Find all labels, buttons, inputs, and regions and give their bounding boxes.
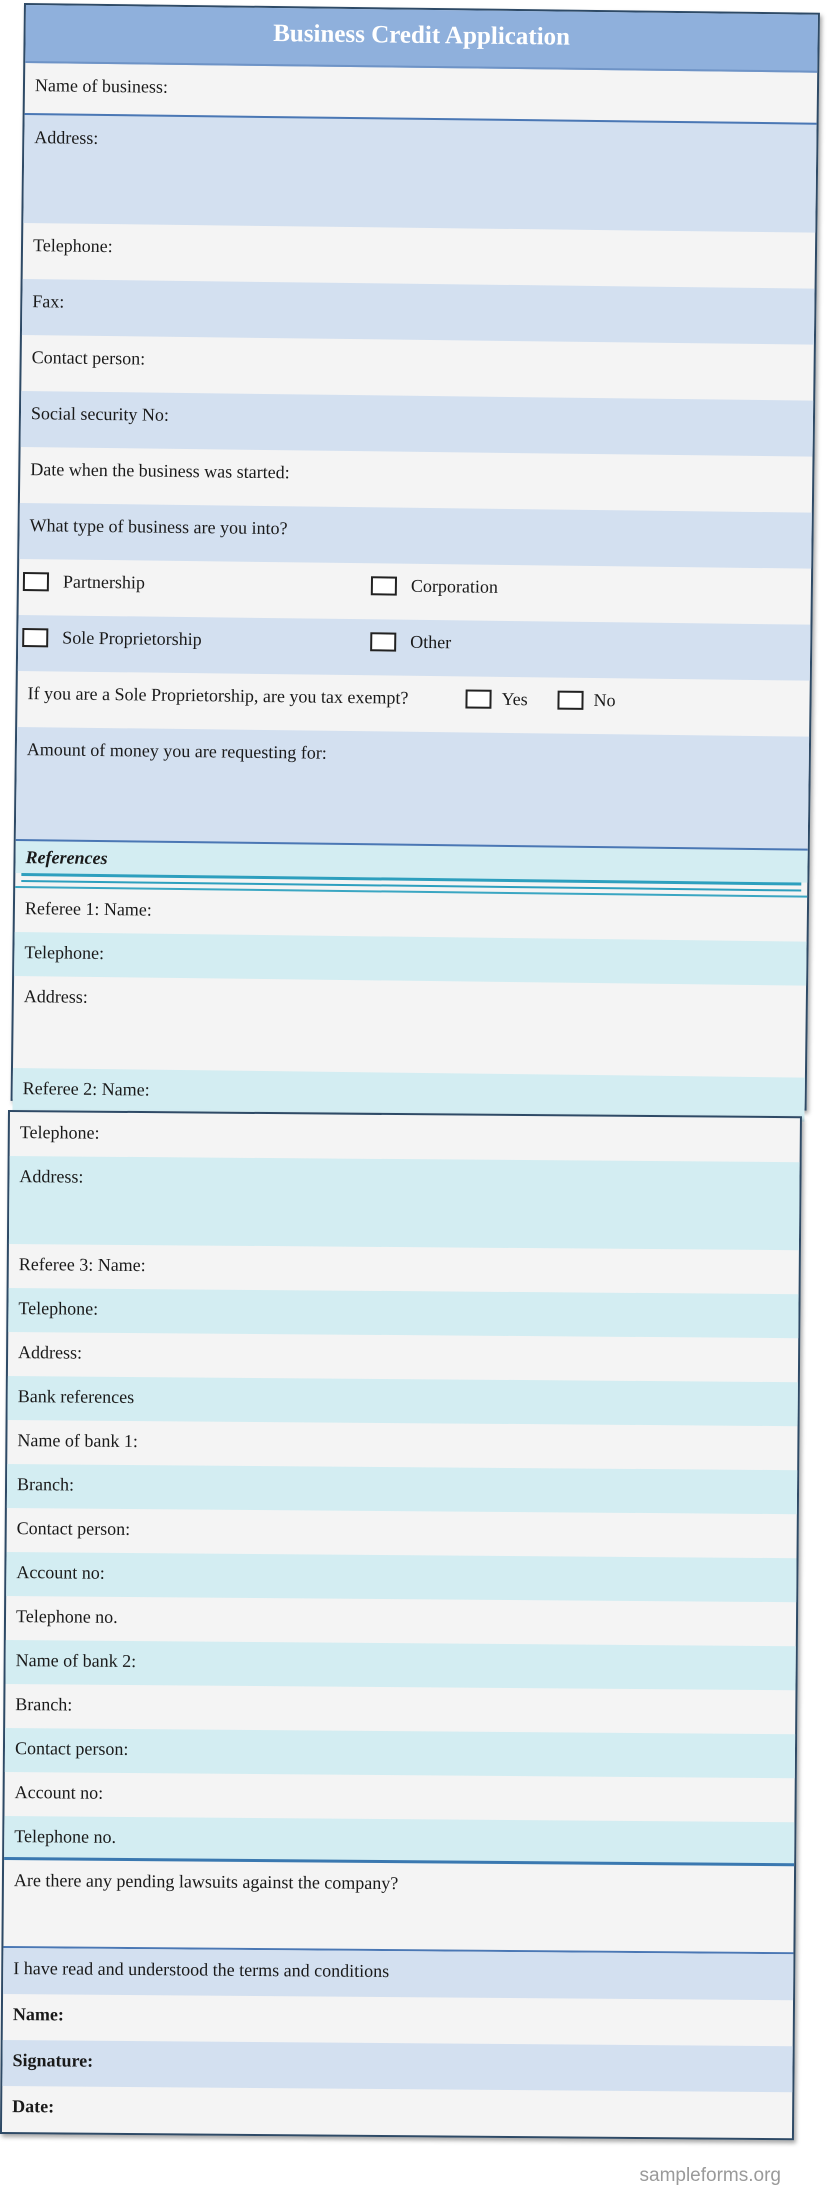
other-checkbox[interactable] (370, 632, 396, 651)
partnership-checkbox[interactable] (23, 572, 49, 591)
referee1-address-field[interactable] (13, 976, 806, 1078)
referee1-telephone-label: Telephone: (24, 942, 105, 964)
lawsuits-label: Are there any pending lawsuits against the company? (13, 1870, 399, 1894)
bank2-branch-label: Branch: (15, 1694, 73, 1715)
referee3-telephone-label: Telephone: (18, 1298, 99, 1319)
bank2-name-label: Name of bank 2: (15, 1650, 137, 1672)
tax-exempt-no-label: No (593, 690, 616, 711)
site-watermark: sampleforms.org (639, 2165, 781, 2186)
lawsuits-field[interactable] (3, 1860, 794, 1954)
bank-references-label: Bank references (17, 1386, 135, 1407)
contact-person-field[interactable] (21, 335, 814, 401)
referee1-address-label: Address: (23, 986, 88, 1007)
fax-label: Fax: (32, 291, 65, 312)
sole-proprietorship-checkbox[interactable] (22, 628, 48, 647)
date-label: Date: (12, 2096, 55, 2117)
bank1-telephone-label: Telephone no. (15, 1606, 118, 1627)
fax-field[interactable] (22, 279, 815, 345)
bank1-branch-label: Branch: (16, 1474, 75, 1495)
partnership-option[interactable] (23, 571, 145, 593)
terms-acknowledgement (3, 1948, 793, 2000)
referee3-name-field[interactable] (9, 1244, 799, 1294)
bank-references-heading (8, 1376, 798, 1426)
referee2-address-field[interactable] (9, 1156, 800, 1250)
tax-exempt-yes-option[interactable] (465, 688, 527, 710)
name-field[interactable] (3, 1994, 793, 2046)
address-field[interactable] (23, 113, 816, 233)
bank1-branch-field[interactable] (7, 1464, 797, 1514)
date-field[interactable] (2, 2086, 792, 2138)
amount-requesting-field[interactable] (16, 727, 809, 851)
form-title: Business Credit Application (25, 5, 818, 73)
other-option[interactable] (370, 631, 451, 653)
form-page-1 (11, 3, 820, 1111)
amount-requesting-label: Amount of money you are requesting for: (26, 739, 327, 763)
tax-exempt-yes-label: Yes (501, 688, 528, 710)
signature-label: Signature: (12, 2050, 94, 2071)
bank2-account-label: Account no: (14, 1782, 104, 1803)
tax-exempt-no-option[interactable] (557, 690, 615, 712)
social-security-label: Social security No: (30, 403, 170, 425)
bank1-account-label: Account no: (16, 1562, 105, 1583)
corporation-option[interactable] (371, 575, 498, 598)
partnership-label: Partnership (62, 571, 146, 593)
corporation-label: Corporation (410, 575, 499, 597)
referee1-name-label: Referee 1: Name: (24, 898, 152, 920)
other-label: Other (410, 631, 452, 653)
referee2-telephone-label: Telephone: (19, 1122, 100, 1143)
name-label: Name: (12, 2004, 64, 2025)
telephone-label: Telephone: (32, 235, 113, 257)
tax-exempt-yes-checkbox[interactable] (465, 689, 491, 708)
bank2-account-field[interactable] (4, 1772, 794, 1822)
address-label: Address: (34, 127, 99, 148)
signature-field[interactable] (2, 2040, 792, 2092)
referee2-telephone-field[interactable] (10, 1112, 800, 1162)
form-page-2 (0, 1110, 802, 2140)
terms-label: I have read and understood the terms and conditions (13, 1958, 390, 1982)
bank2-contact-field[interactable] (5, 1728, 795, 1778)
bank2-branch-field[interactable] (5, 1684, 795, 1734)
referee3-address-field[interactable] (8, 1332, 798, 1382)
bank2-telephone-field[interactable] (4, 1816, 794, 1866)
tax-exempt-no-checkbox[interactable] (557, 691, 583, 710)
bank1-telephone-field[interactable] (6, 1596, 796, 1646)
referee2-address-label: Address: (19, 1166, 84, 1187)
business-type-question (19, 503, 812, 569)
contact-person-label: Contact person: (31, 347, 146, 369)
social-security-field[interactable] (21, 391, 814, 457)
business-type-row-1 (19, 559, 812, 625)
bank2-name-field[interactable] (5, 1640, 795, 1690)
bank1-contact-field[interactable] (7, 1508, 797, 1558)
referee2-name-label: Referee 2: Name: (22, 1078, 150, 1100)
referee3-address-label: Address: (18, 1342, 83, 1363)
bank1-name-label: Name of bank 1: (17, 1430, 138, 1452)
corporation-checkbox[interactable] (371, 576, 397, 595)
business-type-label: What type of business are you into? (29, 515, 288, 539)
tax-exempt-label: If you are a Sole Proprietorship, are you tax exempt? (27, 683, 409, 708)
date-started-field[interactable] (20, 447, 813, 513)
telephone-field[interactable] (23, 223, 816, 289)
sole-proprietorship-label: Sole Proprietorship (62, 627, 202, 650)
date-started-label: Date when the business was started: (30, 459, 290, 483)
bank1-contact-label: Contact person: (16, 1518, 131, 1539)
bank2-telephone-label: Telephone no. (14, 1826, 117, 1847)
tax-exempt-row (17, 671, 810, 737)
bank1-account-field[interactable] (6, 1552, 796, 1602)
name-of-business-label: Name of business: (34, 75, 169, 97)
bank2-contact-label: Contact person: (14, 1738, 129, 1759)
referee3-name-label: Referee 3: Name: (18, 1254, 146, 1276)
referee3-telephone-field[interactable] (8, 1288, 798, 1338)
sole-proprietorship-option[interactable] (22, 627, 202, 650)
bank1-name-field[interactable] (7, 1420, 797, 1470)
business-type-row-2 (18, 615, 811, 681)
references-heading: References (15, 841, 807, 883)
